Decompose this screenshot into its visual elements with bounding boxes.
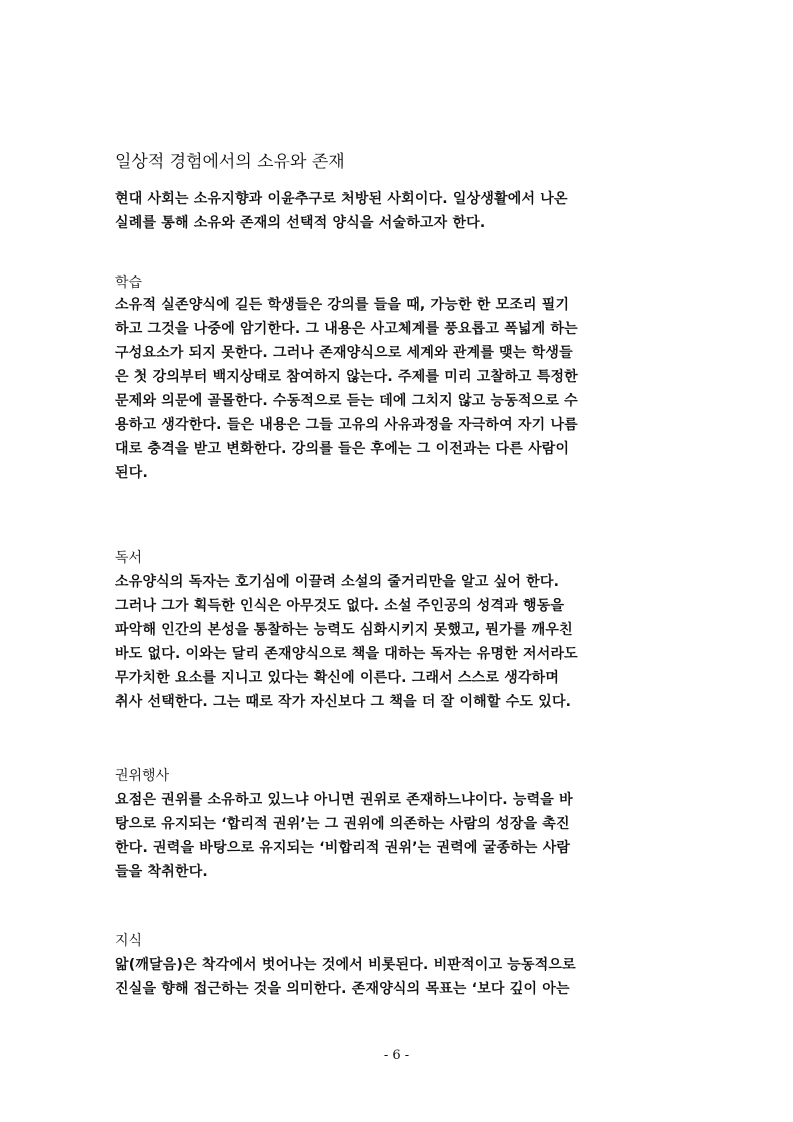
text-line: 현대 사회는 소유지향과 이윤추구로 처방된 사회이다. 일상생활에서 나온 [115, 191, 568, 207]
text-line: 소유적 실존양식에 길든 학생들은 강의를 들을 때, 가능한 한 모조리 필기 [115, 297, 570, 313]
section-heading-knowledge: 지식 [115, 933, 143, 949]
text-line: 그러나 그가 획득한 인식은 아무것도 없다. 소설 주인공의 성격과 행동을 [115, 598, 565, 614]
section-heading-learning: 학습 [115, 275, 143, 291]
section-heading-authority: 권위행사 [115, 768, 170, 784]
text-line: 문제와 의문에 골몰한다. 수동적으로 듣는 데에 그치지 않고 능동적으로 수 [115, 393, 578, 409]
section-body-authority [115, 788, 681, 884]
section-heading-reading: 독서 [115, 550, 143, 566]
section-body-reading [115, 570, 681, 714]
text-line: 무가치한 요소를 지니고 있다는 확신에 이른다. 그래서 스스로 생각하며 [115, 670, 560, 686]
text-line: 들을 착취한다. [115, 864, 208, 880]
text-line: 된다. [115, 465, 148, 481]
text-line: 파악해 인간의 본성을 통찰하는 능력도 심화시키지 못했고, 뭔가를 깨우친 [115, 622, 573, 638]
document-title: 일상적 경험에서의 소유와 존재 [115, 152, 345, 172]
text-line: 바도 없다. 이와는 달리 존재양식으로 책을 대하는 독자는 유명한 저서라도 [115, 646, 578, 662]
text-line: 구성요소가 되지 못한다. 그러나 존재양식으로 세계와 관계를 맺는 학생들 [115, 345, 573, 361]
text-line: 하고 그것을 나중에 암기한다. 그 내용은 사고체계를 풍요롭고 폭넓게 하는 [115, 321, 578, 337]
text-line: 취사 선택한다. 그는 때로 작가 자신보다 그 책을 더 잘 이해할 수도 있다. [115, 694, 572, 710]
text-line: 앎(깨달음)은 착각에서 벗어나는 것에서 비롯된다. 비판적이고 능동적으로 [115, 957, 576, 973]
text-line: 용하고 생각한다. 들은 내용은 그들 고유의 사유과정을 자극하여 자기 나름 [115, 417, 578, 433]
text-line: 탕으로 유지되는 ‘합리적 권위’는 그 권위에 의존하는 사람의 성장을 촉진 [115, 816, 570, 832]
section-body-knowledge [115, 953, 681, 1001]
text-line: 한다. 권력을 바탕으로 유지되는 ‘비합리적 권위’는 권력에 굴종하는 사람 [115, 840, 571, 856]
text-line: 대로 충격을 받고 변화한다. 강의를 들은 후에는 그 이전과는 다른 사람이 [115, 441, 570, 457]
text-line: 진실을 향해 접근하는 것을 의미한다. 존재양식의 목표는 ‘보다 깊이 아는 [115, 981, 570, 997]
text-line: 요점은 권위를 소유하고 있느냐 아니면 권위로 존재하느냐이다. 능력을 바 [115, 792, 573, 808]
text-line: 은 첫 강의부터 백지상태로 참여하지 않는다. 주제를 미리 고찰하고 특정한 [115, 369, 578, 385]
section-body-learning [115, 293, 681, 485]
text-line: 소유양식의 독자는 호기심에 이끌려 소설의 줄거리만을 알고 싶어 한다. [115, 574, 560, 590]
intro-paragraph [115, 187, 681, 235]
page-number: - 6 - [383, 1048, 410, 1063]
text-line: 실례를 통해 소유와 존재의 선택적 양식을 서술하고자 한다. [115, 215, 486, 231]
